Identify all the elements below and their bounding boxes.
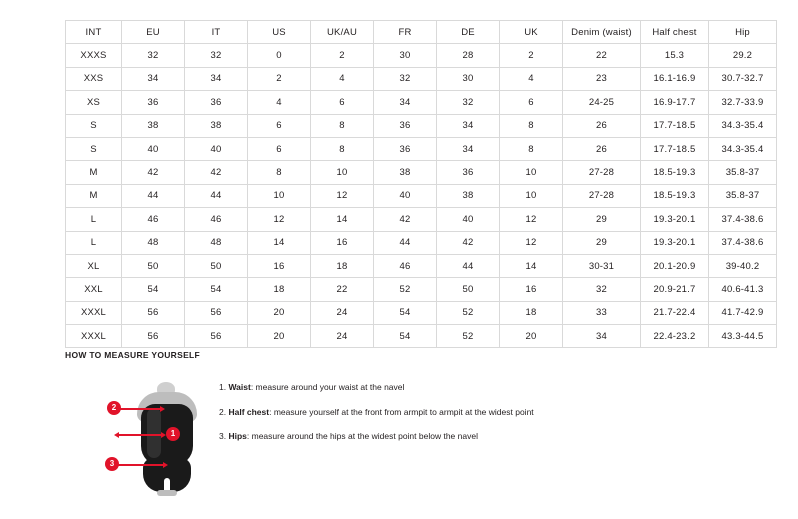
measure-step-half-chest	[219, 407, 534, 418]
cell-us: 6	[248, 137, 311, 160]
cell-hip: 35.8-37	[709, 161, 777, 184]
cell-uk: 12	[500, 231, 563, 254]
table-row	[66, 278, 777, 301]
cell-denim-waist: 29	[563, 231, 641, 254]
cell-half-chest: 17.7-18.5	[641, 137, 709, 160]
cell-uk-au: 12	[311, 184, 374, 207]
table-row	[66, 325, 777, 348]
cell-eu: 56	[122, 325, 185, 348]
step-text-waist: : measure around your waist at the navel	[250, 382, 405, 392]
column-header-us: US	[248, 21, 311, 44]
cell-de: 44	[437, 254, 500, 277]
cell-hip: 34.3-35.4	[709, 137, 777, 160]
cell-fr: 44	[374, 231, 437, 254]
cell-eu: 38	[122, 114, 185, 137]
cell-uk-au: 2	[311, 44, 374, 67]
cell-eu: 34	[122, 67, 185, 90]
cell-de: 32	[437, 91, 500, 114]
cell-uk: 10	[500, 161, 563, 184]
cell-de: 30	[437, 67, 500, 90]
cell-eu: 44	[122, 184, 185, 207]
table-row	[66, 161, 777, 184]
cell-uk: 4	[500, 67, 563, 90]
step-text-half-chest: : measure yourself at the front from armpit to armpit at the widest point	[269, 406, 534, 417]
cell-int: XXS	[66, 67, 122, 90]
table-row	[66, 114, 777, 137]
cell-fr: 36	[374, 114, 437, 137]
marker-3: 3	[105, 457, 119, 471]
cell-hip: 41.7-42.9	[709, 301, 777, 324]
cell-fr: 54	[374, 325, 437, 348]
hips-arrow-icon	[116, 464, 164, 466]
cell-it: 46	[185, 208, 248, 231]
cell-denim-waist: 33	[563, 301, 641, 324]
cell-uk: 8	[500, 114, 563, 137]
cell-de: 50	[437, 278, 500, 301]
cell-hip: 32.7-33.9	[709, 91, 777, 114]
cell-int: S	[66, 137, 122, 160]
cell-us: 18	[248, 278, 311, 301]
cell-uk-au: 14	[311, 208, 374, 231]
cell-uk-au: 10	[311, 161, 374, 184]
cell-fr: 34	[374, 91, 437, 114]
cell-it: 42	[185, 161, 248, 184]
cell-denim-waist: 24-25	[563, 91, 641, 114]
cell-uk-au: 8	[311, 137, 374, 160]
cell-it: 56	[185, 325, 248, 348]
cell-it: 40	[185, 137, 248, 160]
cell-int: M	[66, 161, 122, 184]
cell-de: 52	[437, 325, 500, 348]
cell-us: 0	[248, 44, 311, 67]
cell-it: 36	[185, 91, 248, 114]
cell-fr: 40	[374, 184, 437, 207]
table-header-row	[66, 21, 777, 44]
cell-de: 38	[437, 184, 500, 207]
cell-uk: 6	[500, 91, 563, 114]
cell-uk-au: 22	[311, 278, 374, 301]
cell-half-chest: 22.4-23.2	[641, 325, 709, 348]
measure-step-hips	[219, 431, 534, 442]
cell-eu: 56	[122, 301, 185, 324]
cell-de: 36	[437, 161, 500, 184]
step-number-1: 1.	[219, 382, 227, 392]
cell-de: 34	[437, 137, 500, 160]
column-header-fr: FR	[374, 21, 437, 44]
mannequin-figure-icon	[113, 382, 165, 490]
cell-it: 50	[185, 254, 248, 277]
column-header-int: INT	[66, 21, 122, 44]
cell-it: 54	[185, 278, 248, 301]
cell-int: L	[66, 208, 122, 231]
cell-fr: 42	[374, 208, 437, 231]
cell-half-chest: 16.1-16.9	[641, 67, 709, 90]
cell-int: XXXL	[66, 325, 122, 348]
cell-eu: 40	[122, 137, 185, 160]
cell-eu: 48	[122, 231, 185, 254]
cell-fr: 36	[374, 137, 437, 160]
cell-denim-waist: 22	[563, 44, 641, 67]
cell-it: 44	[185, 184, 248, 207]
cell-fr: 52	[374, 278, 437, 301]
mannequin-illustration	[85, 374, 195, 494]
size-chart-container	[65, 20, 764, 348]
cell-uk: 12	[500, 208, 563, 231]
cell-hip: 40.6-41.3	[709, 278, 777, 301]
column-header-uk-au: UK/AU	[311, 21, 374, 44]
cell-fr: 30	[374, 44, 437, 67]
cell-uk-au: 6	[311, 91, 374, 114]
cell-int: XXXS	[66, 44, 122, 67]
measure-step-waist	[219, 382, 534, 393]
cell-int: L	[66, 231, 122, 254]
size-chart-table	[65, 20, 777, 348]
cell-denim-waist: 26	[563, 114, 641, 137]
cell-it: 38	[185, 114, 248, 137]
cell-eu: 50	[122, 254, 185, 277]
column-header-uk: UK	[500, 21, 563, 44]
cell-uk-au: 16	[311, 231, 374, 254]
cell-us: 8	[248, 161, 311, 184]
cell-hip: 37.4-38.6	[709, 231, 777, 254]
column-header-hip: Hip	[709, 21, 777, 44]
table-row	[66, 137, 777, 160]
cell-us: 12	[248, 208, 311, 231]
cell-eu: 42	[122, 161, 185, 184]
cell-half-chest: 19.3-20.1	[641, 231, 709, 254]
cell-fr: 32	[374, 67, 437, 90]
step-term-waist: Waist	[228, 382, 251, 392]
cell-half-chest: 20.1-20.9	[641, 254, 709, 277]
cell-eu: 32	[122, 44, 185, 67]
cell-hip: 43.3-44.5	[709, 325, 777, 348]
how-to-measure-section	[65, 350, 733, 494]
half-chest-arrow-icon	[119, 408, 161, 410]
cell-half-chest: 20.9-21.7	[641, 278, 709, 301]
cell-us: 4	[248, 91, 311, 114]
cell-int: XXXL	[66, 301, 122, 324]
cell-half-chest: 15.3	[641, 44, 709, 67]
table-row	[66, 184, 777, 207]
table-row	[66, 254, 777, 277]
cell-denim-waist: 34	[563, 325, 641, 348]
cell-denim-waist: 27-28	[563, 161, 641, 184]
cell-denim-waist: 23	[563, 67, 641, 90]
cell-uk: 10	[500, 184, 563, 207]
cell-hip: 29.2	[709, 44, 777, 67]
table-row	[66, 231, 777, 254]
cell-denim-waist: 26	[563, 137, 641, 160]
cell-uk: 18	[500, 301, 563, 324]
cell-half-chest: 18.5-19.3	[641, 161, 709, 184]
cell-de: 34	[437, 114, 500, 137]
waist-arrow-icon	[118, 434, 162, 436]
cell-it: 48	[185, 231, 248, 254]
cell-us: 16	[248, 254, 311, 277]
column-header-it: IT	[185, 21, 248, 44]
cell-uk-au: 24	[311, 325, 374, 348]
column-header-eu: EU	[122, 21, 185, 44]
cell-fr: 38	[374, 161, 437, 184]
cell-uk: 16	[500, 278, 563, 301]
cell-us: 20	[248, 325, 311, 348]
cell-denim-waist: 32	[563, 278, 641, 301]
cell-hip: 34.3-35.4	[709, 114, 777, 137]
cell-half-chest: 18.5-19.3	[641, 184, 709, 207]
cell-us: 2	[248, 67, 311, 90]
cell-eu: 46	[122, 208, 185, 231]
cell-uk: 20	[500, 325, 563, 348]
step-term-hips: Hips	[228, 431, 247, 442]
cell-it: 32	[185, 44, 248, 67]
marker-1: 1	[166, 427, 180, 441]
cell-it: 56	[185, 301, 248, 324]
how-to-measure-title: HOW TO MEASURE YOURSELF	[65, 350, 201, 360]
cell-half-chest: 21.7-22.4	[641, 301, 709, 324]
cell-eu: 36	[122, 91, 185, 114]
step-text-hips: : measure around the hips at the widest point below the navel	[246, 431, 478, 442]
cell-us: 6	[248, 114, 311, 137]
table-row	[66, 208, 777, 231]
table-row	[66, 44, 777, 67]
cell-uk-au: 24	[311, 301, 374, 324]
cell-int: XS	[66, 91, 122, 114]
cell-denim-waist: 27-28	[563, 184, 641, 207]
cell-hip: 30.7-32.7	[709, 67, 777, 90]
cell-hip: 39-40.2	[709, 254, 777, 277]
cell-hip: 37.4-38.6	[709, 208, 777, 231]
cell-us: 10	[248, 184, 311, 207]
cell-half-chest: 17.7-18.5	[641, 114, 709, 137]
marker-2: 2	[107, 401, 121, 415]
cell-half-chest: 16.9-17.7	[641, 91, 709, 114]
cell-denim-waist: 29	[563, 208, 641, 231]
cell-int: XL	[66, 254, 122, 277]
column-header-de: DE	[437, 21, 500, 44]
cell-uk-au: 18	[311, 254, 374, 277]
cell-uk-au: 8	[311, 114, 374, 137]
cell-eu: 54	[122, 278, 185, 301]
mannequin-stand	[157, 490, 177, 496]
step-number-3: 3.	[219, 431, 227, 442]
cell-denim-waist: 30-31	[563, 254, 641, 277]
step-number-2: 2.	[219, 406, 227, 417]
column-header-denim-waist: Denim (waist)	[563, 21, 641, 44]
table-row	[66, 91, 777, 114]
table-row	[66, 67, 777, 90]
measure-steps-list	[219, 374, 534, 456]
cell-fr: 46	[374, 254, 437, 277]
cell-uk: 14	[500, 254, 563, 277]
cell-uk-au: 4	[311, 67, 374, 90]
cell-int: XXL	[66, 278, 122, 301]
cell-int: S	[66, 114, 122, 137]
cell-uk: 2	[500, 44, 563, 67]
cell-it: 34	[185, 67, 248, 90]
cell-de: 42	[437, 231, 500, 254]
cell-uk: 8	[500, 137, 563, 160]
table-row	[66, 301, 777, 324]
step-term-half-chest: Half chest	[228, 406, 270, 417]
cell-half-chest: 19.3-20.1	[641, 208, 709, 231]
mannequin-torso-highlight	[147, 408, 161, 458]
how-to-measure-body	[65, 374, 733, 494]
cell-int: M	[66, 184, 122, 207]
column-header-half-chest: Half chest	[641, 21, 709, 44]
cell-us: 20	[248, 301, 311, 324]
cell-de: 52	[437, 301, 500, 324]
cell-de: 40	[437, 208, 500, 231]
cell-us: 14	[248, 231, 311, 254]
cell-de: 28	[437, 44, 500, 67]
cell-fr: 54	[374, 301, 437, 324]
cell-hip: 35.8-37	[709, 184, 777, 207]
